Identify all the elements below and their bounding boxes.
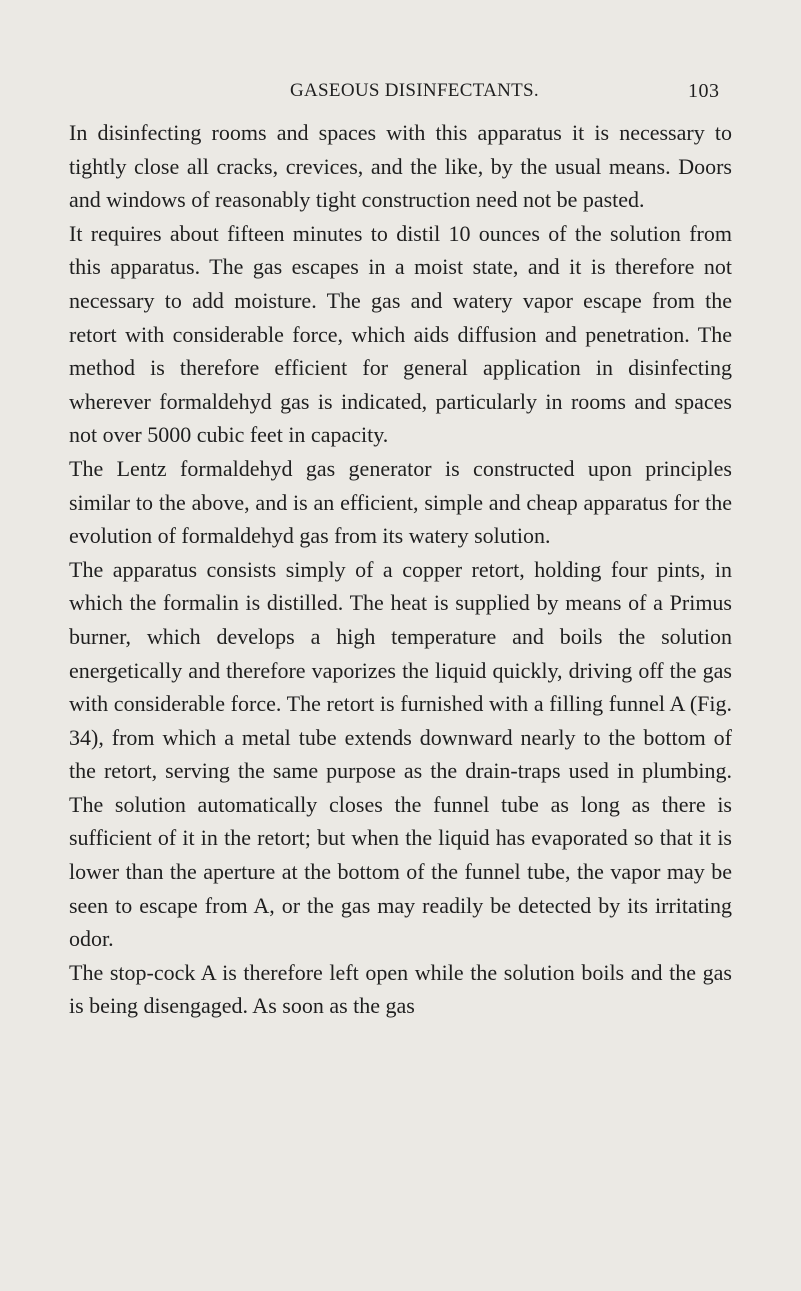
paragraph-4: The apparatus consists simply of a copper retort, holding four pints, in which the formalin is distilled. The heat is supplied by means of a Primus burner, which develops a high temperature and boils the solution energetically and therefore vaporizes the liquid quickly, driving off the gas with considerable force. The retort is furnished with a filling funnel A (Fig. 34), from which a metal tube extends downward nearly to the bottom of the retort, serving the same purpose as the drain-traps used in plumbing. The solution automatically closes the funnel tube as long as there is sufficient of it in the retort; but when the liquid has evaporated so that it is lower than the aperture at the bottom of the funnel tube, the vapor may be seen to escape from A, or the gas may readily be detected by its irritating odor. <box>69 556 732 952</box>
body-text <box>69 116 732 1023</box>
paragraph-3: The Lentz formaldehyd gas generator is constructed upon principles similar to the above, and is an efficient, simple and cheap apparatus for the evolution of formaldehyd gas from its watery solution. <box>69 455 732 549</box>
paragraph-2: It requires about fifteen minutes to distil 10 ounces of the solution from this apparatus. The gas escapes in a moist state, and it is therefore not necessary to add moisture. The gas and watery vapor escape from the retort with considerable force, which aids diffusion and penetration. The method is therefore efficient for general application in disinfecting wherever formaldehyd gas is indicated, particularly in rooms and spaces not over 5000 cubic feet in capacity. <box>69 220 732 448</box>
page-number: 103 <box>688 80 720 102</box>
running-title: GASEOUS DISINFECTANTS. <box>290 80 539 101</box>
running-head <box>0 80 801 104</box>
paragraph-5: The stop-cock A is therefore left open while the solution boils and the gas is being disengaged. As soon as the gas <box>69 959 732 1019</box>
paragraph-1: In disinfecting rooms and spaces with this apparatus it is necessary to tightly close all cracks, crevices, and the like, by the usual means. Doors and windows of reasonably tight construction need not be pasted. <box>69 120 732 213</box>
